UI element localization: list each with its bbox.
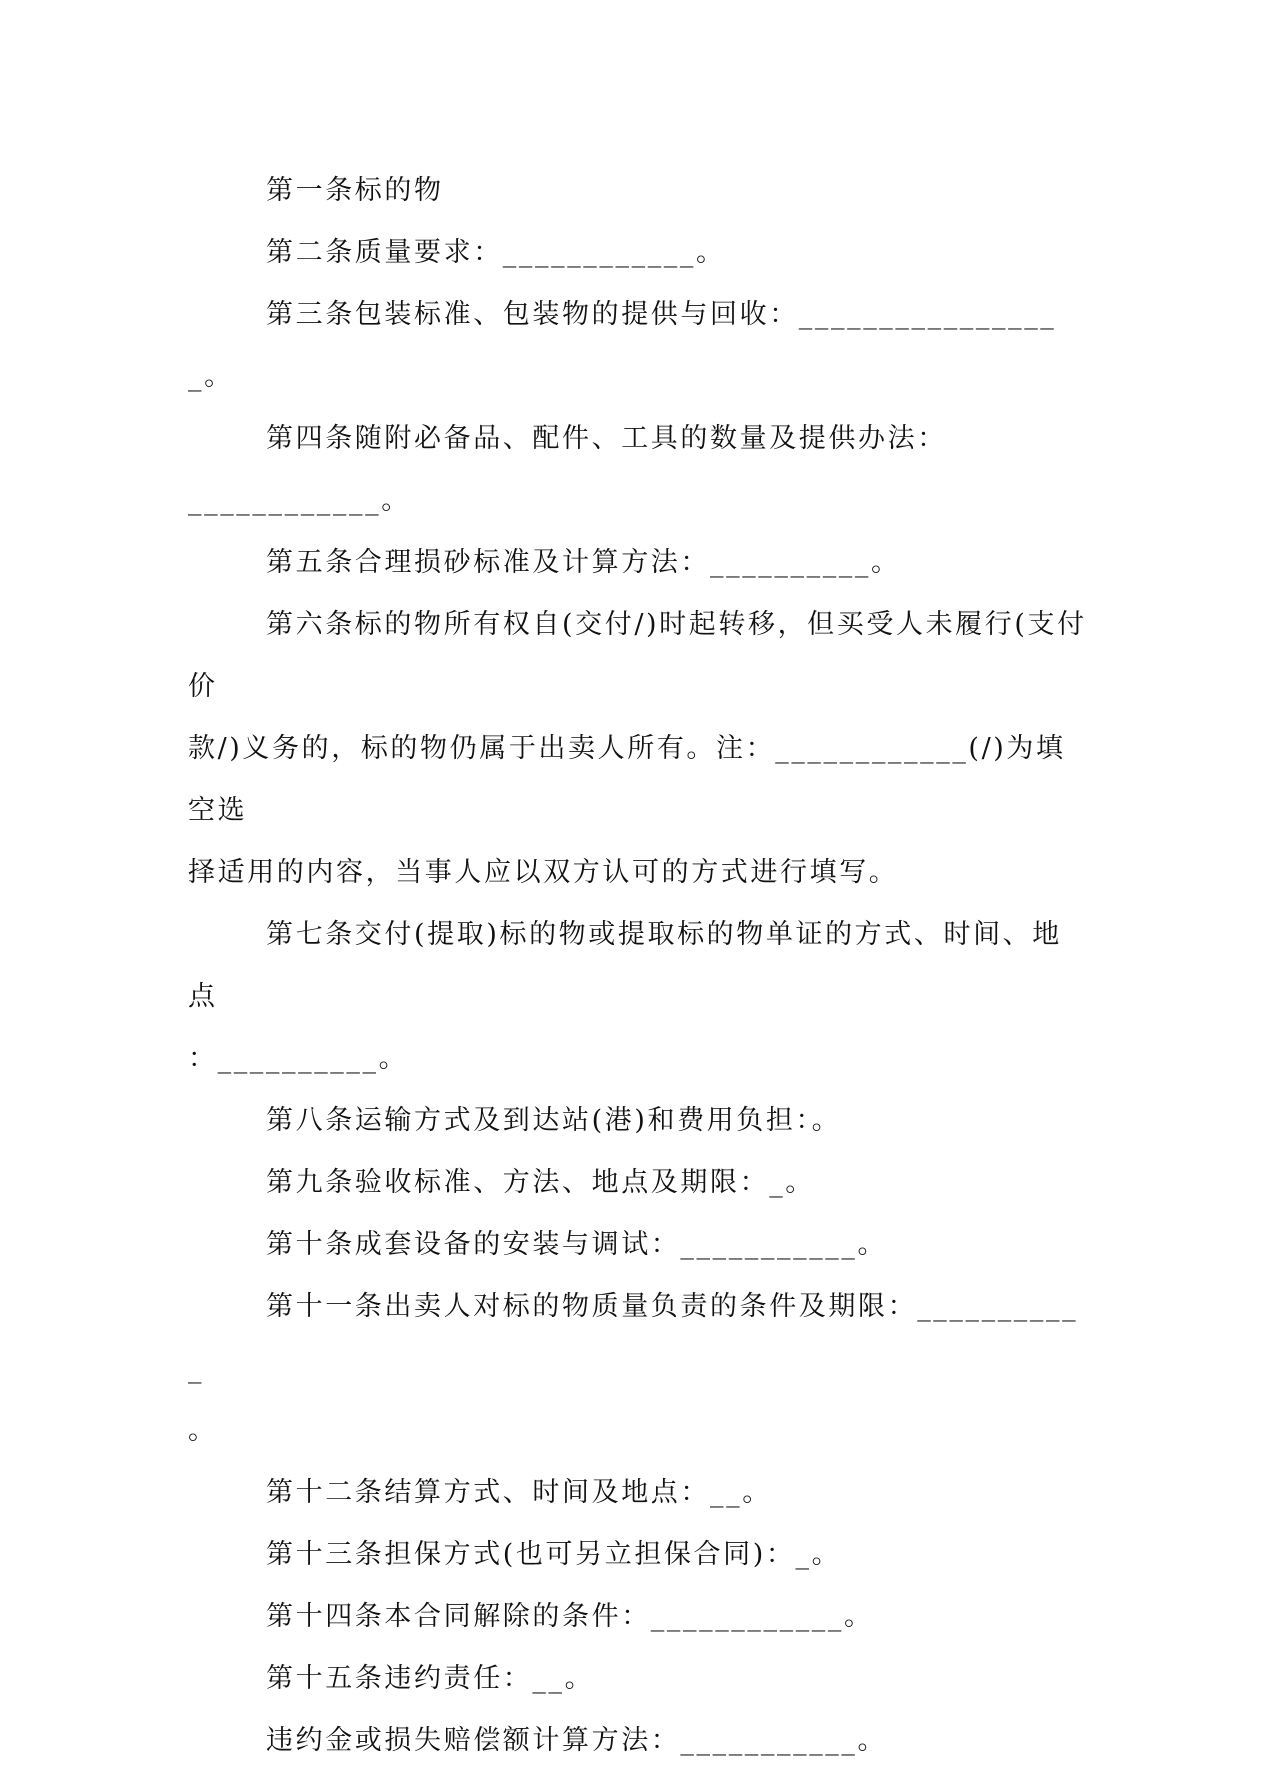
clause-5-loss-standard: 第五条合理损砂标准及计算方法：__________。 [266,547,901,578]
liquidated-damages-method: 违约金或损失赔偿额计算方法：___________。 [266,1725,888,1756]
clause-6-continuation-2: 择适用的内容，当事人应以双方认可的方式进行填写。 [188,857,899,888]
clause-12-settlement: 第十二条结算方式、时间及地点：__。 [266,1477,772,1508]
clause-15-breach-liability: 第十五条违约责任：__。 [266,1663,595,1694]
clause-4-accessories: 第四条随附必备品、配件、工具的数量及提供办法： [266,423,947,454]
clause-14-termination: 第十四条本合同解除的条件：____________。 [266,1601,874,1632]
clause-7-continuation: ：__________。 [188,1043,409,1074]
clause-13-guarantee: 第十三条担保方式(也可另立担保合同)：_。 [266,1539,842,1570]
clause-9-acceptance: 第九条验收标准、方法、地点及期限：_。 [266,1167,815,1198]
contract-clauses [188,160,1088,1772]
clause-8-transport: 第八条运输方式及到达站(港)和费用负担：。 [266,1105,842,1136]
clause-10-installation: 第十条成套设备的安装与调试：___________。 [266,1229,888,1260]
clause-6-ownership-transfer: 第六条标的物所有权自(交付/)时起转移，但买受人未履行(支付价 [188,609,1087,702]
clause-4-continuation: ____________。 [188,485,411,516]
clause-11-quality-liability: 第十一条出卖人对标的物质量负责的条件及期限：___________ [188,1291,1079,1384]
clause-1-subject-matter: 第一条标的物 [266,175,444,206]
clause-6-continuation-1: 款/)义务的，标的物仍属于出卖人所有。注：____________(/)为填空选 [188,733,1066,826]
clause-3-packaging: 第三条包装标准、包装物的提供与回收：_________________。 [188,299,1057,392]
clause-11-continuation: 。 [188,1415,218,1446]
clause-2-quality-requirements: 第二条质量要求：____________。 [266,237,726,268]
clause-7-delivery: 第七条交付(提取)标的物或提取标的物单证的方式、时间、地点 [188,919,1062,1012]
